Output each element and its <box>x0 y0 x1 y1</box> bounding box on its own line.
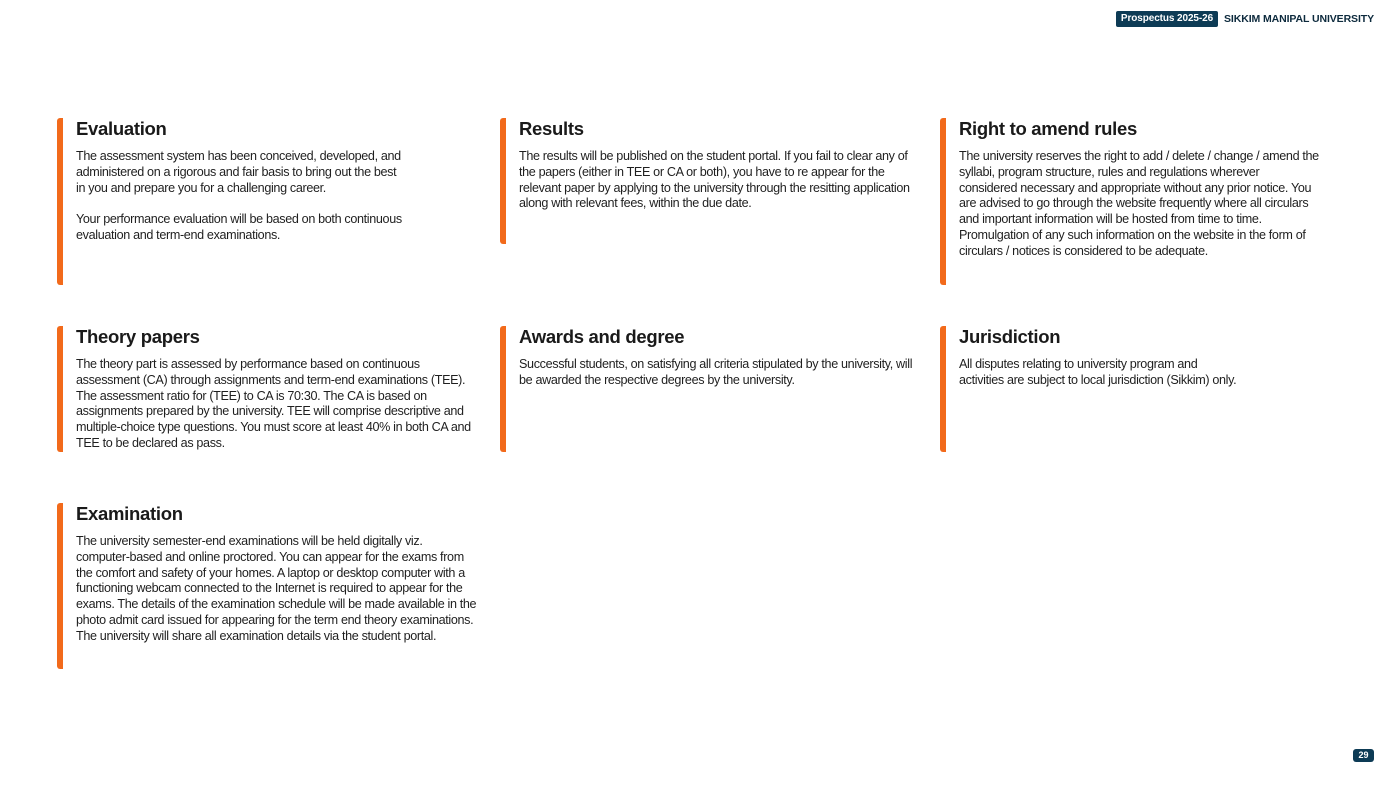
section-title: Results <box>519 118 584 139</box>
section-text: Your performance evaluation will be based on both continuous evaluation and term-end examinations. <box>76 212 402 243</box>
university-name: SIKKIM MANIPAL UNIVERSITY <box>1224 13 1374 25</box>
section-jurisdiction <box>940 326 1240 452</box>
section-examination <box>57 503 477 669</box>
section-text: The university semester-end examinations will be held digitally viz. computer-based and online proctored. You can appear for the exams from the comfort and safety of your homes. A laptop or desktop computer with a functioning webcam connected to the Internet is required to appear for the exams. The details of the examination schedule will be made available in the photo admit card issued for appearing for the term end theory examinations. The university will share all examination details via the student portal. <box>76 534 477 643</box>
section-title: Jurisdiction <box>959 326 1061 347</box>
section-text: Successful students, on satisfying all criteria stipulated by the university, will be awarded the respective degrees by the university. <box>519 357 913 387</box>
section-title: Examination <box>76 503 183 524</box>
page-number: 29 <box>1353 749 1374 762</box>
section-title: Evaluation <box>76 118 167 139</box>
section-text: The results will be published on the student portal. If you fail to clear any of the papers (either in TEE or CA or both), you have to re appear for the relevant paper by applying to the university through the resitting application along with relevant fees, within the due date. <box>519 149 910 211</box>
section-awards <box>500 326 920 452</box>
section-text: The assessment system has been conceived, developed, and administered on a rigorous and fair basis to bring out the best in you and prepare you for a challenging career. <box>76 149 401 195</box>
section-evaluation <box>57 118 407 285</box>
section-text: The university reserves the right to add / delete / change / amend the syllabi, program structure, rules and regulations wherever considered necessary and appropriate without any prior notice. You are advised to go through the website frequently where all circulars and important information will be hosted from time to time. Promulgation of any such information on the website in the form of circulars / notices is considered to be adequate. <box>959 149 1319 258</box>
section-results <box>500 118 915 244</box>
section-text: The theory part is assessed by performance based on continuous assessment (CA) through assignments and term-end examinations (TEE). The assessment ratio for (TEE) to CA is 70:30. The CA is based on assignments prepared by the university. TEE will comprise descriptive and multiple-choice type questions. You must score at least 40% in both CA and TEE to be declared as pass. <box>76 357 471 450</box>
prospectus-badge: Prospectus 2025-26 <box>1116 11 1218 27</box>
section-title: Awards and degree <box>519 326 685 347</box>
section-theory-papers <box>57 326 477 452</box>
section-title: Theory papers <box>76 326 200 347</box>
page-header <box>1116 11 1374 27</box>
section-right-to-amend <box>940 118 1320 285</box>
section-title: Right to amend rules <box>959 118 1137 139</box>
section-text: All disputes relating to university program and activities are subject to local jurisdiction (Sikkim) only. <box>959 357 1237 387</box>
